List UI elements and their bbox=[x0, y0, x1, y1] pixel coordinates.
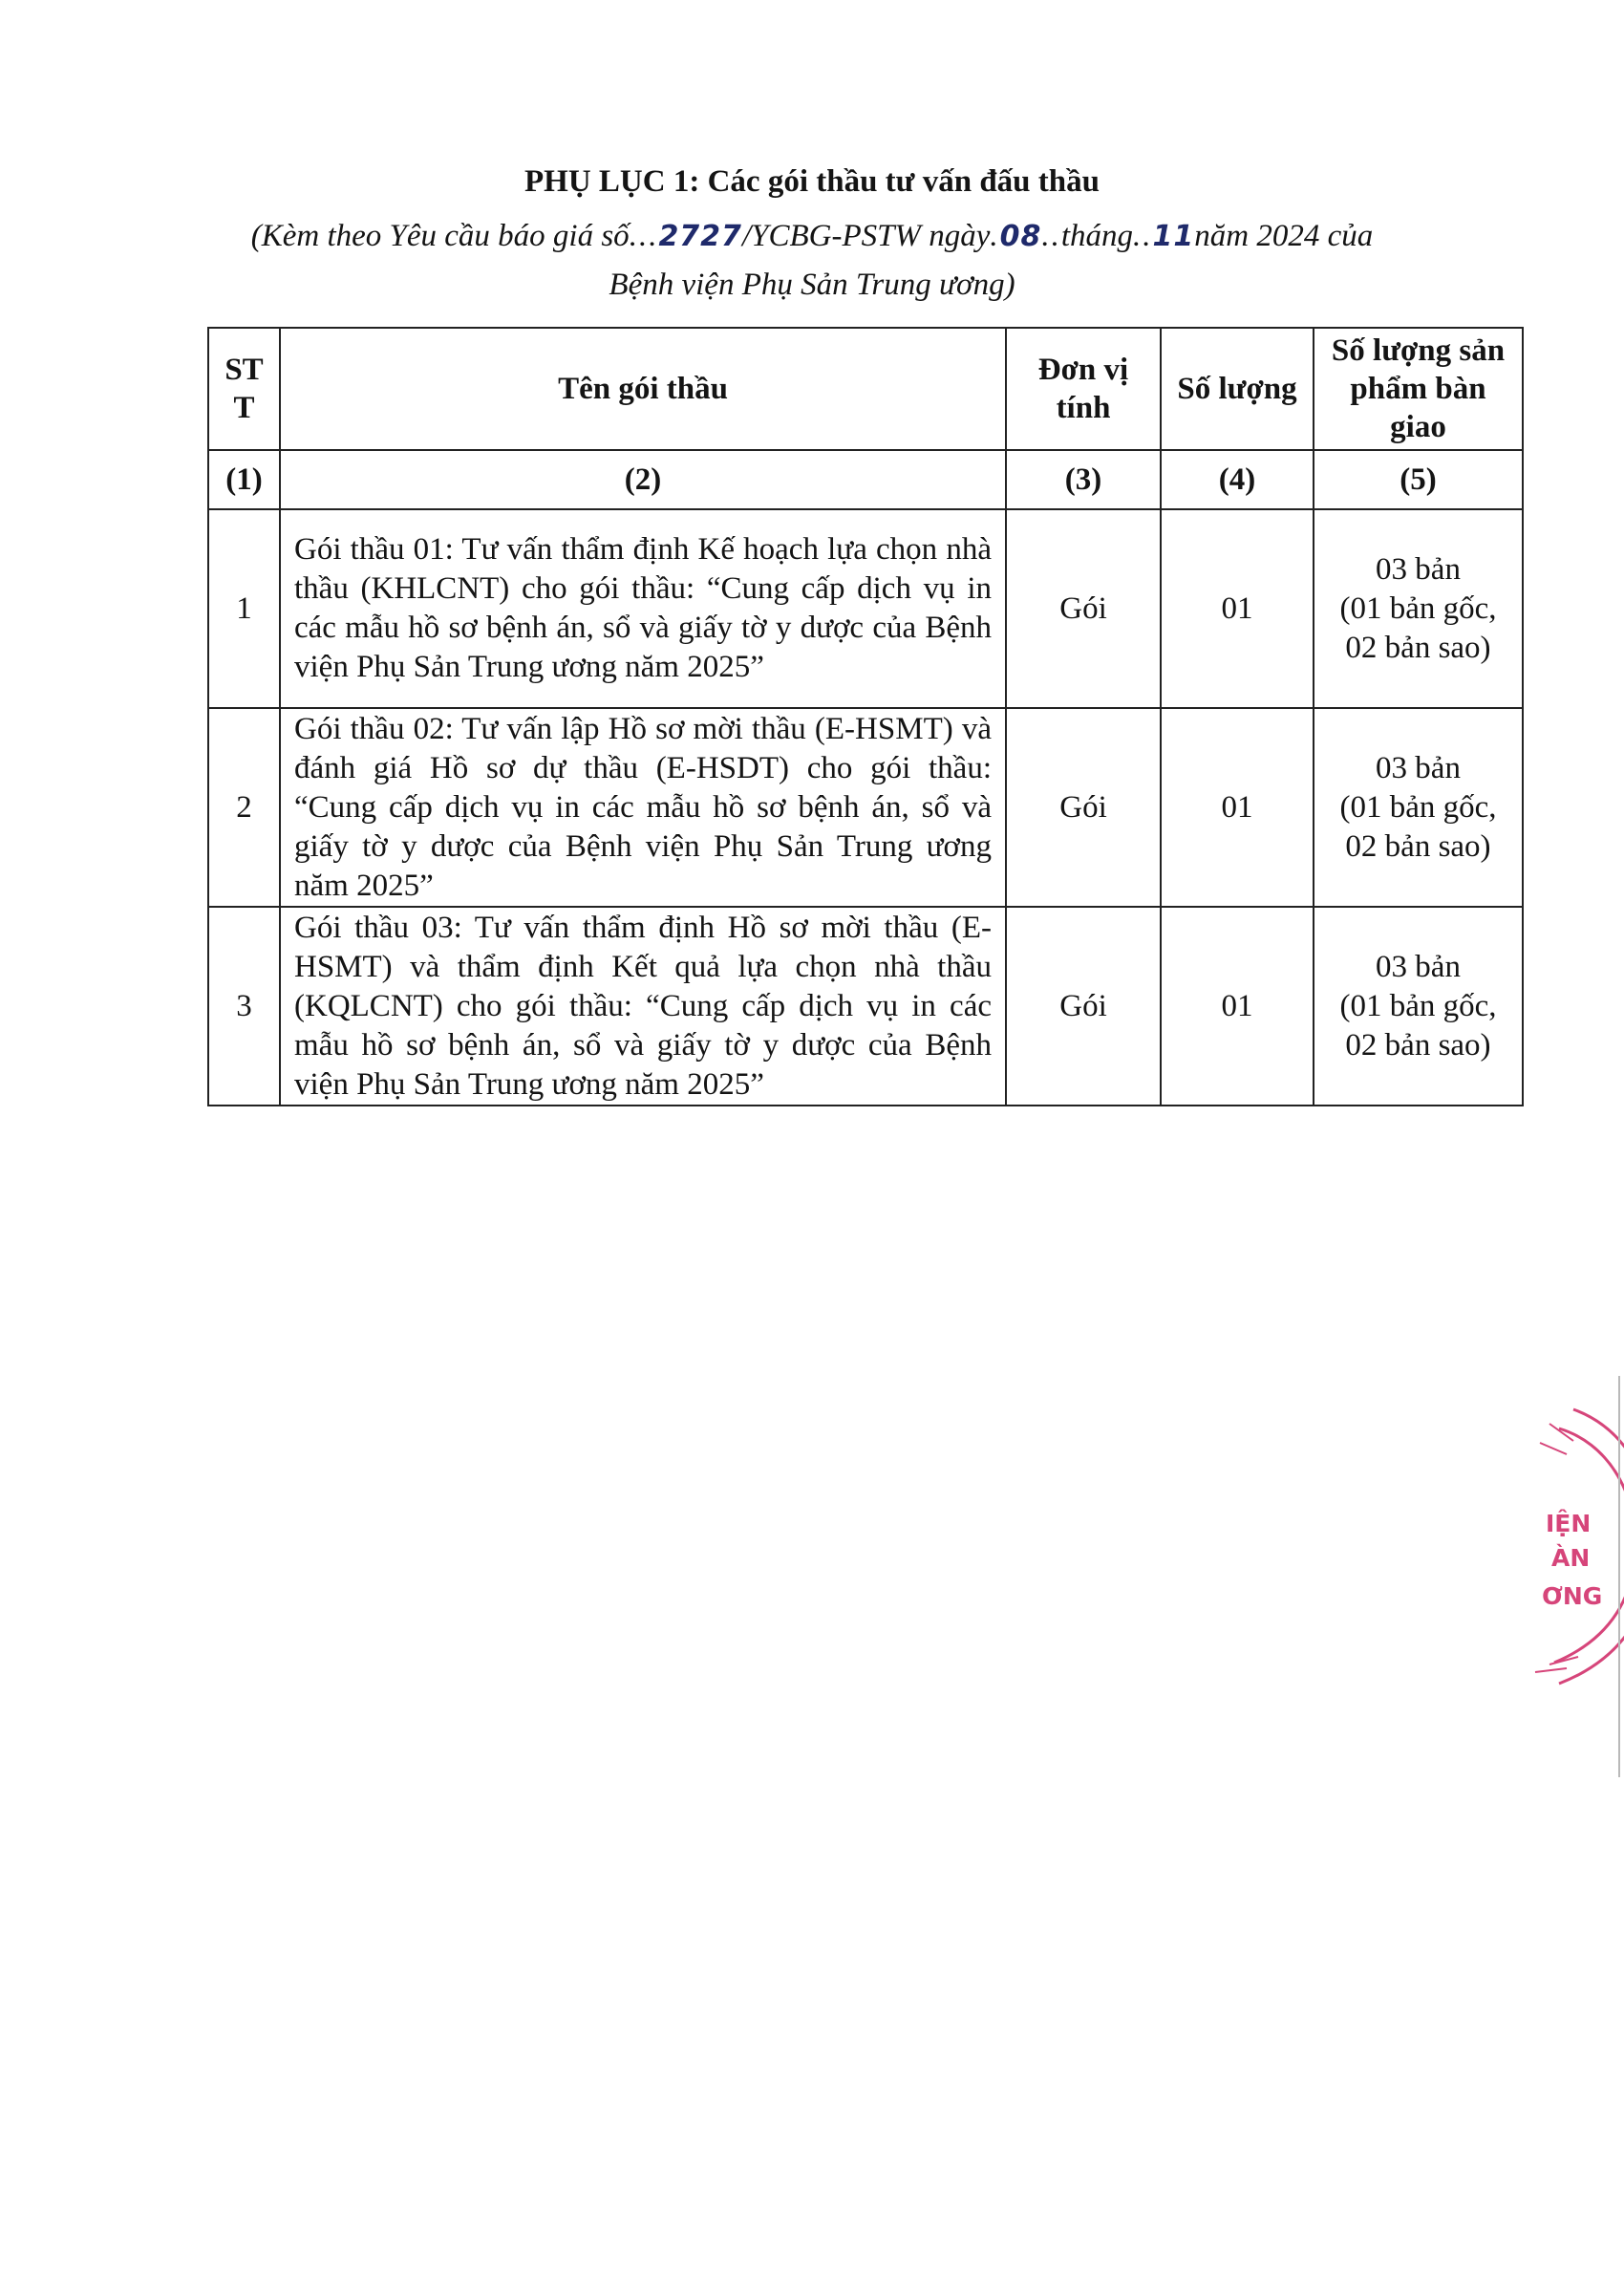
dotted-leader: .. bbox=[1133, 219, 1153, 253]
column-number: (5) bbox=[1314, 450, 1523, 509]
deliverable-detail: 02 bản sao) bbox=[1345, 630, 1491, 665]
row-stt: 3 bbox=[208, 907, 280, 1106]
deliverable-detail: 02 bản sao) bbox=[1345, 828, 1491, 864]
row-stt: 2 bbox=[208, 708, 280, 907]
header-package-name: Tên gói thầu bbox=[280, 328, 1006, 450]
header-quantity: Số lượng bbox=[1161, 328, 1314, 450]
dotted-leader: . bbox=[990, 219, 1000, 253]
header-deliverable-quantity: Số lượng sản phẩm bàn giao bbox=[1314, 328, 1523, 450]
deliverable-detail: 02 bản sao) bbox=[1345, 1027, 1491, 1063]
subtitle-line-2: Bệnh viện Phụ Sản Trung ương) bbox=[609, 268, 1015, 302]
bid-package-table bbox=[207, 327, 1524, 1106]
deliverable-count: 03 bản bbox=[1376, 949, 1461, 984]
row-stt: 1 bbox=[208, 509, 280, 708]
row-package-name: Gói thầu 03: Tư vấn thẩm định Hồ sơ mời thầu (E-HSMT) và thẩm định Kết quả lựa chọn nhà thầu (KQLCNT) cho gói thầu: “Cung cấp dịch vụ in các mẫu hồ sơ bệnh án, sổ và giấy tờ y dược của Bệnh viện Phụ Sản Trung ương năm 2025” bbox=[280, 907, 1006, 1106]
column-number-row bbox=[208, 450, 1523, 509]
row-unit: Gói bbox=[1006, 509, 1161, 708]
row-unit: Gói bbox=[1006, 907, 1161, 1106]
deliverable-detail: (01 bản gốc, bbox=[1339, 590, 1497, 626]
row-quantity: 01 bbox=[1161, 708, 1314, 907]
table-row bbox=[208, 907, 1523, 1106]
deliverable-detail: (01 bản gốc, bbox=[1339, 988, 1497, 1023]
month-label: tháng bbox=[1060, 219, 1134, 253]
row-deliverable bbox=[1314, 708, 1523, 907]
column-number: (1) bbox=[208, 450, 280, 509]
handwritten-day: 08 bbox=[999, 220, 1042, 253]
table-header-row bbox=[208, 328, 1523, 450]
deliverable-count: 03 bản bbox=[1376, 750, 1461, 785]
subtitle-line-1 bbox=[0, 212, 1624, 261]
seal-text: ƠNG bbox=[1542, 1582, 1603, 1610]
table-row bbox=[208, 708, 1523, 907]
document-title: PHỤ LỤC 1: Các gói thầu tư vấn đấu thầu bbox=[524, 164, 1100, 199]
seal-rings bbox=[1521, 1385, 1624, 1701]
document-subtitle bbox=[0, 212, 1624, 309]
column-number: (4) bbox=[1161, 450, 1314, 509]
official-seal-fragment bbox=[1521, 1385, 1624, 1701]
deliverable-detail: (01 bản gốc, bbox=[1339, 789, 1497, 825]
seal-text: IỆN bbox=[1546, 1510, 1592, 1537]
table-row bbox=[208, 509, 1523, 708]
dotted-leader: ... bbox=[629, 219, 659, 253]
handwritten-document-number: 2727 bbox=[658, 220, 742, 253]
scan-edge-line bbox=[1618, 1376, 1620, 1777]
subtitle-suffix: năm 2024 của bbox=[1194, 219, 1374, 253]
header-stt: STT bbox=[208, 328, 280, 450]
row-deliverable bbox=[1314, 509, 1523, 708]
column-number: (3) bbox=[1006, 450, 1161, 509]
column-number: (2) bbox=[280, 450, 1006, 509]
row-package-name: Gói thầu 01: Tư vấn thẩm định Kế hoạch lựa chọn nhà thầu (KHLCNT) cho gói thầu: “Cung cấp dịch vụ in các mẫu hồ sơ bệnh án, sổ và giấy tờ y dược của Bệnh viện Phụ Sản Trung ương năm 2025” bbox=[280, 509, 1006, 708]
header-unit: Đơn vị tính bbox=[1006, 328, 1161, 450]
subtitle-prefix: (Kèm theo Yêu cầu báo giá số bbox=[250, 219, 630, 253]
row-deliverable bbox=[1314, 907, 1523, 1106]
row-package-name: Gói thầu 02: Tư vấn lập Hồ sơ mời thầu (E-HSMT) và đánh giá Hồ sơ dự thầu (E-HSDT) cho gói thầu: “Cung cấp dịch vụ in các mẫu hồ sơ bệnh án, sổ và giấy tờ y dược của Bệnh viện Phụ Sản Trung ương năm 2025” bbox=[280, 708, 1006, 907]
row-unit: Gói bbox=[1006, 708, 1161, 907]
deliverable-count: 03 bản bbox=[1376, 551, 1461, 587]
subtitle-middle: /YCBG-PSTW ngày bbox=[741, 219, 991, 253]
dotted-leader: .. bbox=[1041, 219, 1061, 253]
handwritten-month: 11 bbox=[1152, 220, 1195, 253]
row-quantity: 01 bbox=[1161, 509, 1314, 708]
row-quantity: 01 bbox=[1161, 907, 1314, 1106]
seal-text: ÀN bbox=[1551, 1544, 1591, 1572]
